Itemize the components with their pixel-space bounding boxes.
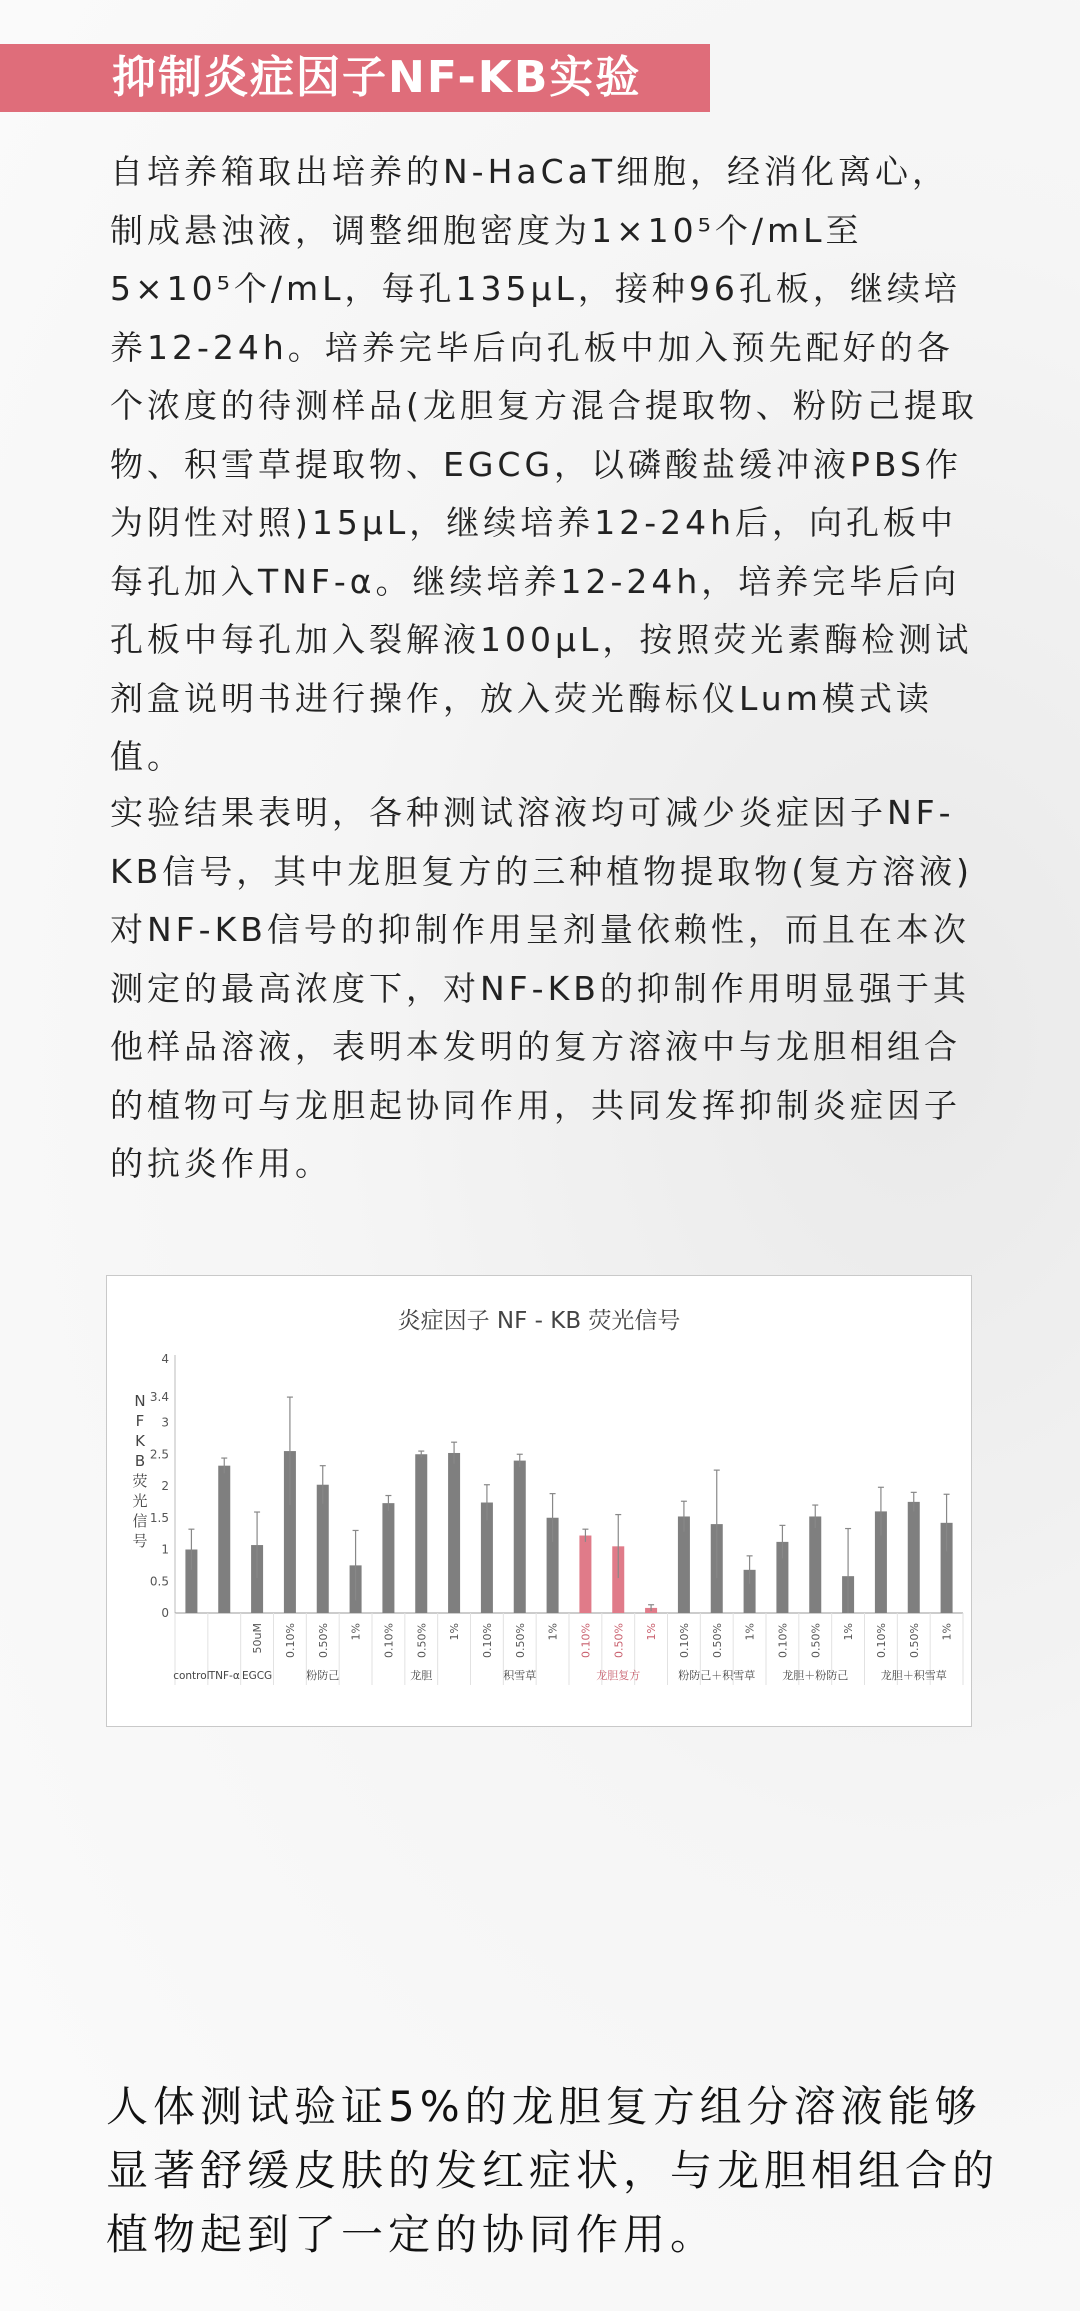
bar-sub-label: 0.50% (316, 1623, 330, 1658)
bar-sub-label: 0.50% (612, 1623, 626, 1658)
group-label: 积雪草 (503, 1669, 537, 1682)
section-title-banner (0, 44, 710, 112)
bar-sub-label: 1% (448, 1623, 462, 1641)
y-tick-label: 3.4 (149, 1390, 169, 1405)
bar-sub-label: 0.10% (382, 1623, 396, 1658)
group-label: 粉防己＋积雪草 (678, 1669, 756, 1682)
y-axis-label-char: F (135, 1412, 145, 1430)
bar-sub-label: 1% (645, 1623, 659, 1641)
bar (218, 1466, 230, 1613)
chart-title: 炎症因子 NF - KB 荧光信号 (397, 1308, 681, 1334)
group-label: 龙胆＋粉防己 (782, 1669, 849, 1682)
bar-sub-label: 1% (349, 1623, 363, 1641)
bar (382, 1503, 394, 1613)
bar-sub-label: 50uM (251, 1623, 265, 1654)
bar (317, 1485, 329, 1613)
bar-sub-label: 1% (546, 1623, 560, 1641)
bar-sub-label: 0.50% (415, 1623, 429, 1658)
bar-sub-label: 0.10% (776, 1623, 790, 1658)
group-label: EGCG (241, 1670, 273, 1682)
bar-sub-label: 0.50% (513, 1623, 527, 1658)
group-label: 龙胆＋积雪草 (880, 1669, 947, 1682)
group-label: 龙胆复方 (596, 1669, 641, 1682)
method-paragraph: 自培养箱取出培养的N-HaCaT细胞，经消化离心，制成悬浊液，调整细胞密度为1×10⁵个/mL至5×10⁵个/mL，每孔135μL，接种96孔板，继续培养12-24h。培养完毕后向孔板中加入预先配好的各个浓度的待测样品(龙胆复方混合提取物、粉防己提取物、积雪草提取物、EGCG，以磷酸盐缓冲液PBS作为阴性对照)15μL，继续培养12-24h后，向孔板中每孔加入TNF-α。继续培养12-24h，培养完毕后向孔板中每孔加入裂解液100μL，按照荧光素酶检测试剂盒说明书进行操作，放入荧光酶标仪Lum模式读值。 (110, 152, 978, 776)
y-tick-label: 1 (161, 1542, 169, 1557)
bar-sub-label: 0.10% (874, 1623, 888, 1658)
y-axis-label-char: 号 (132, 1532, 148, 1550)
bar-sub-label: 0.10% (579, 1623, 593, 1658)
group-label: control (173, 1670, 210, 1682)
bar-sub-label: 1% (842, 1623, 856, 1641)
bar-sub-label: 1% (743, 1623, 757, 1641)
group-label: 粉防己 (306, 1669, 340, 1682)
y-axis-label-char: 信 (132, 1512, 148, 1530)
y-tick-label: 2 (161, 1479, 169, 1493)
bar-sub-label: 0.50% (710, 1623, 724, 1658)
bar-sub-label: 0.50% (809, 1623, 823, 1658)
bar-sub-label: 0.10% (677, 1623, 691, 1658)
y-tick-label: 2.5 (149, 1447, 169, 1462)
group-label: 龙胆 (410, 1669, 433, 1682)
bar (415, 1454, 427, 1613)
bar (809, 1516, 821, 1613)
bar-sub-label: 0.50% (907, 1623, 921, 1658)
y-tick-label: 0.5 (149, 1574, 169, 1589)
bar (448, 1453, 460, 1613)
y-axis-label-char: K (135, 1432, 145, 1450)
y-axis-label-char: 光 (132, 1492, 148, 1510)
bar-sub-label: 0.10% (283, 1623, 297, 1658)
bar-sub-label: 0.10% (480, 1623, 494, 1658)
y-tick-label: 1.5 (149, 1510, 169, 1525)
y-tick-label: 3 (161, 1415, 169, 1430)
y-tick-label: 4 (161, 1352, 169, 1366)
conclusion-text: 人体测试验证5%的龙胆复方组分溶液能够显著舒缓皮肤的发红症状，与龙胆相组合的植物起到了一定的协同作用。 (106, 2082, 1000, 2259)
bar (514, 1461, 526, 1613)
bar-sub-label: 1% (940, 1623, 954, 1641)
section-title: 抑制炎症因子NF-KB实验 (112, 52, 642, 103)
result-paragraph: 实验结果表明，各种测试溶液均可减少炎症因子NF-KB信号，其中龙胆复方的三种植物提取物(复方溶液)对NF-KB信号的抑制作用呈剂量依赖性，而且在本次测定的最高浓度下，对NF-KB的抑制作用明显强于其他样品溶液，表明本发明的复方溶液中与龙胆相组合的植物可与龙胆起协同作用，共同发挥抑制炎症因子的抗炎作用。 (110, 793, 974, 1183)
nfkb-chart-panel (106, 1275, 972, 1727)
y-axis-label-char: B (134, 1452, 146, 1470)
group-label: TNF-α (208, 1670, 240, 1682)
y-tick-label: 0 (161, 1606, 169, 1620)
y-axis-label-char: N (134, 1392, 146, 1410)
y-axis-label-char: 荧 (132, 1472, 148, 1490)
nfkb-bar-chart (107, 1276, 971, 1726)
bar (579, 1536, 591, 1613)
bar (908, 1502, 920, 1613)
